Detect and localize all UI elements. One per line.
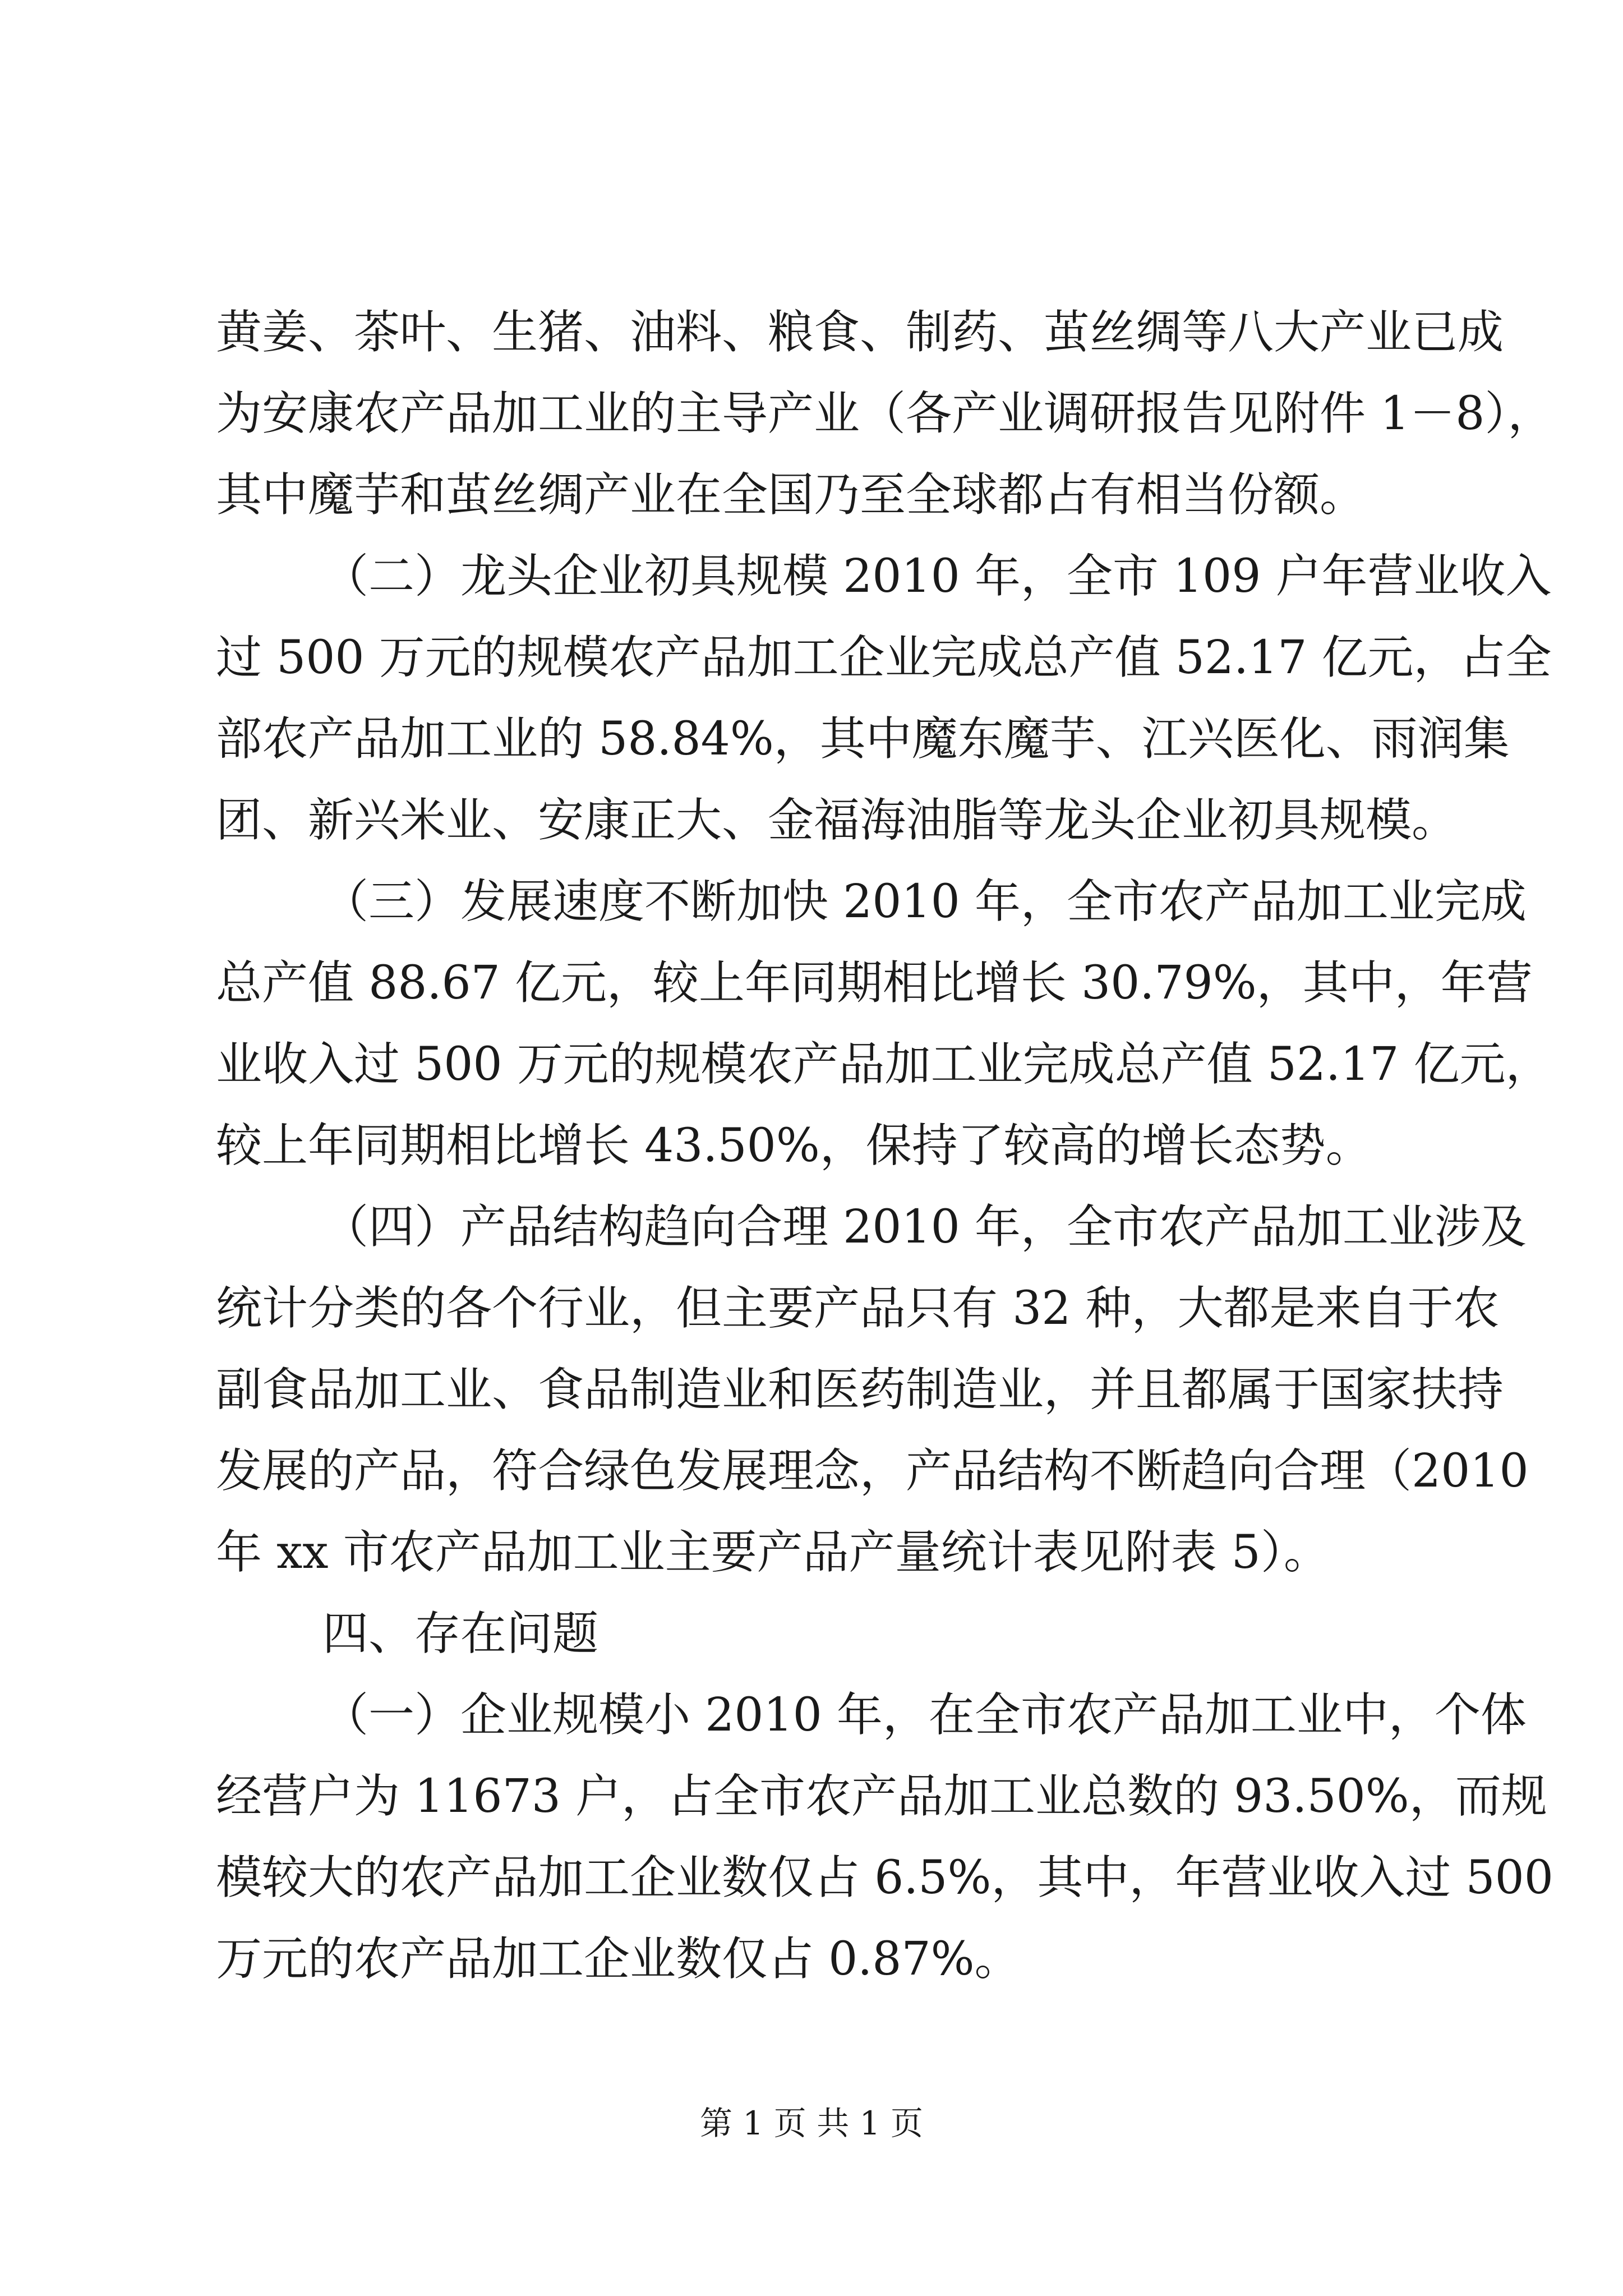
text-line: 总产值 88.67 亿元，较上年同期相比增长 30.79%，其中，年营 xyxy=(216,956,1533,1010)
text-line: 团、新兴米业、安康正大、金福海油脂等龙头企业初具规模。 xyxy=(216,794,1458,847)
page-number: 第 1 页 共 1 页 xyxy=(700,2104,923,2142)
paragraph-enterprise-scale xyxy=(216,1674,1553,2000)
text-line: 模较大的农产品加工企业数仅占 6.5%，其中，年营业收入过 500 xyxy=(216,1851,1553,1904)
text-line: 为安康农产品加工业的主导产业（各产业调研报告见附件 1－8）， xyxy=(216,387,1554,440)
text-line: 年 xx 市农产品加工业主要产品产量统计表见附表 5）。 xyxy=(216,1526,1330,1579)
paragraph-development-speed xyxy=(216,861,1552,1186)
page-footer xyxy=(0,2101,1623,2146)
text-line: 业收入过 500 万元的规模农产品加工业完成总产值 52.17 亿元， xyxy=(216,1038,1552,1091)
paragraph-product-structure xyxy=(216,1186,1529,1593)
section-heading: 四、存在问题 xyxy=(322,1607,599,1660)
text-line: 发展的产品，符合绿色发展理念，产品结构不断趋向合理（2010 xyxy=(216,1444,1529,1498)
text-line: 统计分类的各个行业，但主要产品只有 32 种，大都是来自于农 xyxy=(216,1282,1500,1335)
text-line: 黄姜、茶叶、生猪、油料、粮食、制药、茧丝绸等八大产业已成 xyxy=(216,306,1504,359)
text-line: 其中魔芋和茧丝绸产业在全国乃至全球都占有相当份额。 xyxy=(216,468,1366,522)
text-line: 过 500 万元的规模农产品加工企业完成总产值 52.17 亿元，占全 xyxy=(216,631,1552,684)
paragraph-industries xyxy=(216,292,1554,536)
section-heading-problems xyxy=(216,1593,1433,1674)
text-line: 副食品加工业、食品制造业和医药制造业，并且都属于国家扶持 xyxy=(216,1363,1504,1416)
text-line: 较上年同期相比增长 43.50%，保持了较高的增长态势。 xyxy=(216,1119,1372,1172)
text-line: （四）产品结构趋向合理 2010 年，全市农产品加工业涉及 xyxy=(322,1200,1527,1254)
text-line: （一）企业规模小 2010 年，在全市农产品加工业中，个体 xyxy=(322,1688,1527,1742)
text-line: 万元的农产品加工企业数仅占 0.87%。 xyxy=(216,1932,1021,1986)
text-line: （二）龙头企业初具规模 2010 年，全市 109 户年营业收入 xyxy=(322,550,1552,603)
text-line: 经营户为 11673 户，占全市农产品加工业总数的 93.50%，而规 xyxy=(216,1770,1547,1823)
document-body xyxy=(216,292,1554,2000)
text-line: 部农产品加工业的 58.84%，其中魔东魔芋、江兴医化、雨润集 xyxy=(216,712,1510,766)
text-line: （三）发展速度不断加快 2010 年，全市农产品加工业完成 xyxy=(322,875,1527,928)
paragraph-leading-enterprises xyxy=(216,536,1552,861)
